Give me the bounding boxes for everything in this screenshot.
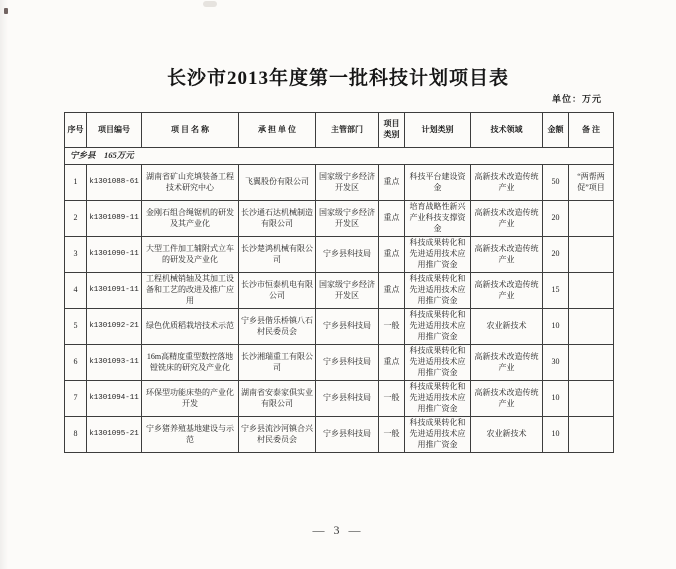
- cell-field: 农业新技术: [471, 417, 543, 453]
- cell-category: 一般: [379, 381, 405, 417]
- cell-no: 4: [65, 273, 87, 309]
- cell-note: [569, 345, 614, 381]
- project-table: [64, 112, 614, 453]
- cell-note: [569, 381, 614, 417]
- page-number: — 3 —: [312, 523, 364, 537]
- cell-plan: 科技成果转化和先进适用技术应用推广资金: [405, 309, 471, 345]
- cell-dept: 宁乡县科技局: [316, 309, 379, 345]
- table-row: [65, 309, 614, 345]
- group-row-label: 宁乡县 165万元: [65, 148, 614, 165]
- cell-field: 高新技术改造传统产业: [471, 165, 543, 201]
- header-code: 项目编号: [87, 113, 142, 148]
- table-row: [65, 273, 614, 309]
- table-row: [65, 165, 614, 201]
- cell-name: 宁乡猪养殖基地建设与示范: [142, 417, 239, 453]
- cell-unit: 长沙湘瑞重工有限公司: [239, 345, 316, 381]
- cell-unit: 长沙楚鸿机械有限公司: [239, 237, 316, 273]
- cell-code: k1301088-61: [87, 165, 142, 201]
- table-row: [65, 345, 614, 381]
- cell-code: k1301095-21: [87, 417, 142, 453]
- cell-amount: 10: [543, 417, 569, 453]
- cell-unit: 湖南省安泰家俱实业有限公司: [239, 381, 316, 417]
- cell-plan: 培育战略性新兴产业科技支撑资金: [405, 201, 471, 237]
- table-header-row: [65, 113, 614, 148]
- cell-plan: 科技成果转化和先进适用技术应用推广资金: [405, 237, 471, 273]
- cell-amount: 10: [543, 381, 569, 417]
- cell-code: k1301089-11: [87, 201, 142, 237]
- cell-field: 高新技术改造传统产业: [471, 201, 543, 237]
- header-category: 项目类别: [379, 113, 405, 148]
- cell-dept: 国家级宁乡经济开发区: [316, 165, 379, 201]
- cell-plan: 科技成果转化和先进适用技术应用推广资金: [405, 381, 471, 417]
- scan-artifact-smudge: [203, 1, 217, 7]
- cell-code: k1301094-11: [87, 381, 142, 417]
- cell-amount: 20: [543, 237, 569, 273]
- cell-category: 一般: [379, 417, 405, 453]
- cell-plan: 科技成果转化和先进适用技术应用推广资金: [405, 417, 471, 453]
- unit-note: 单位：万元: [552, 94, 603, 104]
- cell-unit: 宁乡县流沙河镇合兴村民委员会: [239, 417, 316, 453]
- cell-note: [569, 237, 614, 273]
- cell-code: k1301091-11: [87, 273, 142, 309]
- cell-dept: 国家级宁乡经济开发区: [316, 273, 379, 309]
- cell-dept: 宁乡县科技局: [316, 381, 379, 417]
- cell-code: k1301092-21: [87, 309, 142, 345]
- header-note: 备 注: [569, 113, 614, 148]
- cell-name: 工程机械销轴及其加工设备和工艺的改进及推广应用: [142, 273, 239, 309]
- cell-field: 农业新技术: [471, 309, 543, 345]
- header-field: 技术领域: [471, 113, 543, 148]
- cell-no: 7: [65, 381, 87, 417]
- cell-dept: 宁乡县科技局: [316, 345, 379, 381]
- cell-name: 16m高精度重型数控落地镗铣床的研究及产业化: [142, 345, 239, 381]
- cell-category: 重点: [379, 165, 405, 201]
- cell-field: 高新技术改造传统产业: [471, 381, 543, 417]
- cell-category: 一般: [379, 309, 405, 345]
- cell-field: 高新技术改造传统产业: [471, 273, 543, 309]
- cell-note: [569, 417, 614, 453]
- cell-note: “两帮两促”项目: [569, 165, 614, 201]
- cell-category: 重点: [379, 237, 405, 273]
- header-plan: 计划类别: [405, 113, 471, 148]
- cell-amount: 10: [543, 309, 569, 345]
- cell-amount: 20: [543, 201, 569, 237]
- cell-dept: 国家级宁乡经济开发区: [316, 201, 379, 237]
- cell-unit: 飞翼股份有限公司: [239, 165, 316, 201]
- cell-category: 重点: [379, 201, 405, 237]
- cell-no: 8: [65, 417, 87, 453]
- cell-amount: 30: [543, 345, 569, 381]
- scan-artifact-dot: [4, 8, 8, 14]
- cell-code: k1301090-11: [87, 237, 142, 273]
- cell-name: 环保型功能床垫的产业化开发: [142, 381, 239, 417]
- table-row: [65, 381, 614, 417]
- cell-name: 湖南省矿山充填装备工程技术研究中心: [142, 165, 239, 201]
- cell-no: 6: [65, 345, 87, 381]
- cell-plan: 科技平台建设资金: [405, 165, 471, 201]
- cell-code: k1301093-11: [87, 345, 142, 381]
- cell-dept: 宁乡县科技局: [316, 237, 379, 273]
- cell-field: 高新技术改造传统产业: [471, 237, 543, 273]
- page-title: 长沙市2013年度第一批科技计划项目表: [166, 68, 509, 89]
- cell-note: [569, 201, 614, 237]
- table-row: [65, 201, 614, 237]
- header-name: 项 目 名 称: [142, 113, 239, 148]
- cell-no: 3: [65, 237, 87, 273]
- cell-no: 2: [65, 201, 87, 237]
- cell-field: 高新技术改造传统产业: [471, 345, 543, 381]
- header-no: 序号: [65, 113, 87, 148]
- cell-note: [569, 309, 614, 345]
- cell-name: 大型工件加工辅附式立车的研发及产业化: [142, 237, 239, 273]
- cell-category: 重点: [379, 345, 405, 381]
- table-row: [65, 237, 614, 273]
- cell-note: [569, 273, 614, 309]
- cell-dept: 宁乡县科技局: [316, 417, 379, 453]
- cell-name: 绿色优质稻栽培技术示范: [142, 309, 239, 345]
- cell-amount: 50: [543, 165, 569, 201]
- cell-unit: 长沙市恒泰机电有限公司: [239, 273, 316, 309]
- cell-amount: 15: [543, 273, 569, 309]
- cell-plan: 科技成果转化和先进适用技术应用推广资金: [405, 345, 471, 381]
- header-unit: 承 担 单 位: [239, 113, 316, 148]
- header-amount: 金额: [543, 113, 569, 148]
- cell-category: 重点: [379, 273, 405, 309]
- cell-no: 5: [65, 309, 87, 345]
- cell-plan: 科技成果转化和先进适用技术应用推广资金: [405, 273, 471, 309]
- cell-unit: 长沙通石达机械制造有限公司: [239, 201, 316, 237]
- cell-name: 金刚石组合绳锯机的研发及其产业化: [142, 201, 239, 237]
- cell-unit: 宁乡县偕乐桥镇八石村民委员会: [239, 309, 316, 345]
- cell-no: 1: [65, 165, 87, 201]
- table-row: [65, 417, 614, 453]
- header-dept: 主管部门: [316, 113, 379, 148]
- group-row-ningxiang: [65, 148, 614, 165]
